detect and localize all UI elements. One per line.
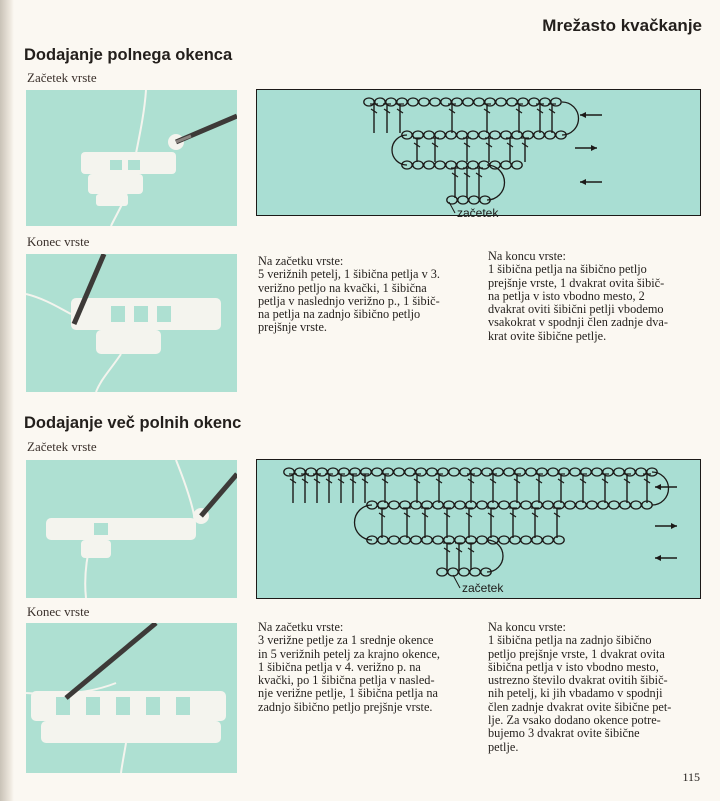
text-row-start-1: Na začetku vrste: 5 verižnih petelj, 1 šibična petlja v 3. verižno petljo na kvački, 1 šibična petlja v naslednjo verižno p., 1 šibič- na petlja na zadnjo šibično petljo prejšnje vrste. bbox=[258, 254, 441, 335]
chain-stitch bbox=[499, 501, 509, 509]
chain-stitch bbox=[548, 468, 558, 476]
chain-stitch bbox=[576, 501, 586, 509]
chain-stitch bbox=[394, 468, 404, 476]
chain-stitch bbox=[449, 468, 459, 476]
label-row-start-2: Začetek vrste bbox=[27, 439, 97, 454]
chain-stitch bbox=[499, 536, 509, 544]
arrowhead bbox=[655, 555, 661, 561]
chain-stitch bbox=[534, 131, 544, 139]
chain-stitch bbox=[507, 98, 517, 106]
chain-stitch bbox=[317, 468, 327, 476]
start-pointer bbox=[453, 575, 460, 588]
book-spine-shadow bbox=[0, 0, 14, 801]
chain-stitch bbox=[364, 98, 374, 106]
chain-stitch bbox=[636, 468, 646, 476]
chain-stitch bbox=[510, 536, 520, 544]
turning-chain bbox=[355, 505, 373, 540]
chain-stitch bbox=[614, 468, 624, 476]
photo-row-start-1 bbox=[26, 90, 237, 226]
chain-stitch bbox=[587, 501, 597, 509]
chain-stitch bbox=[620, 501, 630, 509]
chain-stitch bbox=[554, 536, 564, 544]
turning-chain bbox=[487, 540, 503, 572]
chain-stitch bbox=[482, 468, 492, 476]
chain-stitch bbox=[474, 98, 484, 106]
chain-stitch bbox=[411, 501, 421, 509]
chain-stitch bbox=[521, 536, 531, 544]
chain-stitch bbox=[419, 98, 429, 106]
chain-stitch bbox=[463, 98, 473, 106]
arrowhead bbox=[580, 112, 586, 118]
chain-stitch bbox=[446, 131, 456, 139]
arrowhead bbox=[591, 145, 597, 151]
text-row-start-2: Na začetku vrste: 3 verižne petlje za 1 srednje okence in 5 verižnih petelj za krajno okence, 1 šibična petlja v 4. verižno p. na kvački, po 1 šibična petlja v nasled- nje verižne petlje, 1 šibična petlja na zadnjo šibično petljo prejšnje vrste. bbox=[258, 620, 440, 714]
chain-stitch bbox=[469, 196, 479, 204]
chain-stitch bbox=[477, 501, 487, 509]
chain-stitch bbox=[350, 468, 360, 476]
chain-stitch bbox=[504, 468, 514, 476]
chain-stitch bbox=[422, 536, 432, 544]
chain-stitch bbox=[501, 161, 511, 169]
chain-stitch bbox=[609, 501, 619, 509]
chain-stitch bbox=[493, 468, 503, 476]
label-row-end-2: Konec vrste bbox=[27, 604, 90, 619]
section-title-single-mesh: Dodajanje polnega okenca bbox=[24, 46, 233, 64]
chain-stitch bbox=[441, 98, 451, 106]
chain-stitch bbox=[529, 98, 539, 106]
chain-stitch bbox=[424, 161, 434, 169]
text-row-end-1: Na koncu vrste: 1 šibična petlja na šibično petljo prejšnje vrste, 1 dvakrat ovita šibič- na petlja v isto vbodno mesto, 2 dvakrat oviti šibični petlji vbodemo vsakokrat v spodnji člen zadnje dva- krat ovite šibične petlje. bbox=[488, 249, 668, 343]
chain-stitch bbox=[295, 468, 305, 476]
chain-stitch bbox=[397, 98, 407, 106]
crochet-diagram-2 bbox=[256, 459, 701, 599]
photo-row-start-2 bbox=[26, 460, 237, 598]
arrowhead bbox=[671, 523, 677, 529]
chain-stitch bbox=[448, 568, 458, 576]
chain-stitch bbox=[521, 501, 531, 509]
photo-row-end-1 bbox=[26, 254, 237, 392]
chain-stitch bbox=[437, 568, 447, 576]
chain-stitch bbox=[526, 468, 536, 476]
text-row-end-2: Na koncu vrste: 1 šibična petlja na zadnjo šibično petljo prejšnje vrste, 1 dvakrat ovita šibična petlja v isto vbodno mesto, ustrezno število dvakrat ovitih šibič- nih petelj, ki jih vbadamo v spodnji člen zadnje dvakrat ovite šibične pet- lje. Za vsako dodano okence potre- bujemo 3 dvakrat ovite šibične petlje. bbox=[488, 620, 672, 754]
chain-stitch bbox=[570, 468, 580, 476]
label-row-end-1: Konec vrste bbox=[27, 234, 90, 249]
chain-stitch bbox=[477, 536, 487, 544]
chain-stitch bbox=[433, 501, 443, 509]
chain-stitch bbox=[532, 536, 542, 544]
chain-stitch bbox=[512, 161, 522, 169]
turning-chain bbox=[562, 102, 579, 135]
label-row-start-1: Začetek vrste bbox=[27, 70, 97, 85]
chain-stitch bbox=[543, 501, 553, 509]
chain-stitch bbox=[452, 98, 462, 106]
turning-chain bbox=[392, 135, 407, 165]
chain-stitch bbox=[389, 536, 399, 544]
chain-stitch bbox=[592, 468, 602, 476]
chain-stitch bbox=[372, 468, 382, 476]
chain-stitch bbox=[455, 501, 465, 509]
start-label: začetek bbox=[462, 581, 504, 595]
chain-stitch bbox=[598, 501, 608, 509]
chain-stitch bbox=[435, 161, 445, 169]
photo-row-end-2 bbox=[26, 623, 237, 773]
chain-stitch bbox=[540, 98, 550, 106]
page-number: 115 bbox=[682, 770, 700, 784]
chain-stitch bbox=[459, 568, 469, 576]
crochet-diagram-1 bbox=[256, 89, 701, 216]
turning-chain bbox=[487, 165, 505, 200]
chain-stitch bbox=[565, 501, 575, 509]
arrowhead bbox=[580, 179, 586, 185]
chain-stitch bbox=[389, 501, 399, 509]
chain-stitch bbox=[405, 468, 415, 476]
chain-stitch bbox=[361, 468, 371, 476]
arrowhead bbox=[655, 484, 661, 490]
chain-stitch bbox=[408, 98, 418, 106]
chain-stitch bbox=[375, 98, 385, 106]
chain-stitch bbox=[378, 536, 388, 544]
chain-stitch bbox=[631, 501, 641, 509]
chain-stitch bbox=[460, 468, 470, 476]
page-header-title: Mrežasto kvačkanje bbox=[542, 16, 702, 35]
chain-stitch bbox=[543, 536, 553, 544]
chain-stitch bbox=[471, 468, 481, 476]
chain-stitch bbox=[413, 161, 423, 169]
chain-stitch bbox=[411, 536, 421, 544]
chain-stitch bbox=[496, 98, 506, 106]
chain-stitch bbox=[433, 536, 443, 544]
section-title-multiple-mesh: Dodajanje več polnih okenc bbox=[24, 414, 242, 432]
chain-stitch bbox=[306, 468, 316, 476]
start-label: začetek bbox=[457, 206, 499, 217]
chain-stitch bbox=[545, 131, 555, 139]
chain-stitch bbox=[427, 468, 437, 476]
chain-stitch bbox=[430, 98, 440, 106]
chain-stitch bbox=[400, 536, 410, 544]
